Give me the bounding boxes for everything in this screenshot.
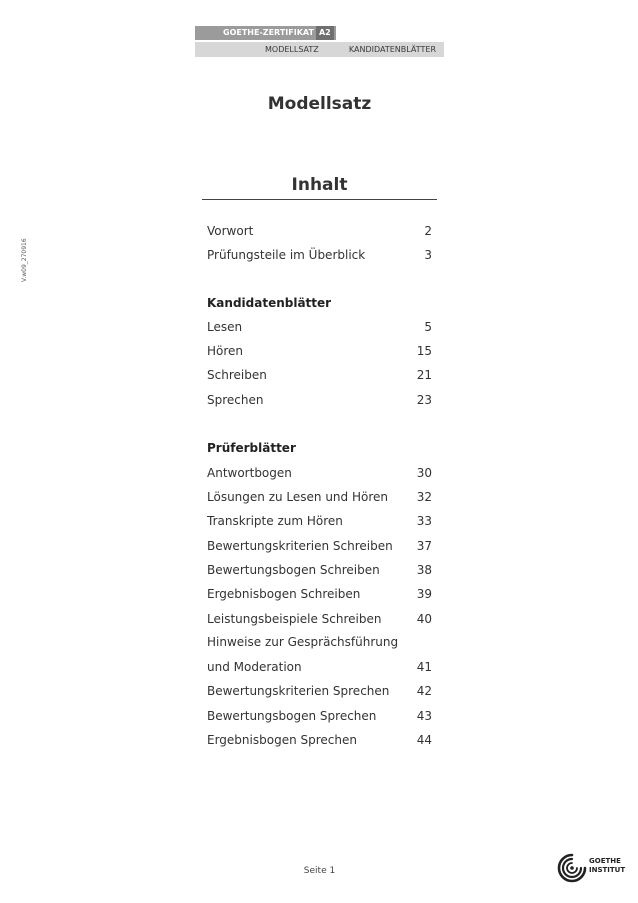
toc-entry-label: Prüfungsteile im Überblick	[207, 248, 366, 262]
header-blank-block	[336, 26, 444, 40]
header-program-bar	[195, 26, 444, 40]
logo-wordmark	[589, 857, 625, 875]
toc-entry-label: Vorwort	[207, 224, 254, 238]
toc-entry-label: Hinweise zur Gesprächsführung	[207, 635, 399, 649]
header-sub-left: MODELLSATZ	[265, 45, 319, 54]
toc-entry-label: Leistungsbeispiele Schreiben	[207, 612, 382, 626]
toc-entry[interactable]	[207, 707, 432, 725]
toc-entry-page: 2	[424, 224, 432, 238]
page-number: Seite 1	[303, 866, 336, 876]
toc-entry[interactable]	[207, 318, 432, 336]
toc-entry-page: 21	[416, 368, 432, 382]
toc-entry-label: Bewertungskriterien Sprechen	[207, 684, 390, 698]
toc-entry-page: 33	[416, 514, 432, 528]
toc-entry-page: 23	[416, 393, 432, 407]
toc-entry-page: 43	[416, 709, 432, 723]
toc-entry[interactable]	[207, 342, 432, 360]
toc-entry-label: Bewertungsbogen Sprechen	[207, 709, 377, 723]
toc-entry-page: 39	[416, 587, 432, 601]
toc-entry[interactable]	[207, 585, 432, 603]
header-band	[195, 26, 444, 57]
toc-entry-label: Ergebnisbogen Schreiben	[207, 587, 361, 601]
toc-entry[interactable]	[207, 488, 432, 506]
toc-entry-page: 41	[416, 660, 432, 674]
toc-divider	[202, 199, 437, 200]
toc-entry-page: 15	[416, 344, 432, 358]
toc-entry-page: 3	[424, 248, 432, 262]
toc-entry-label: und Moderation	[207, 660, 302, 674]
toc-entry[interactable]	[207, 391, 432, 409]
version-code: V.w09_270916	[21, 238, 28, 282]
toc-entry-page: 38	[416, 563, 432, 577]
toc-entry-label: Bewertungskriterien Schreiben	[207, 539, 393, 553]
goethe-logo	[556, 852, 626, 884]
toc-section-heading: Kandidatenblätter	[207, 296, 332, 310]
toc-entry-page: 32	[416, 490, 432, 504]
toc-entry-label: Sprechen	[207, 393, 264, 407]
toc-entry-page: 30	[416, 466, 432, 480]
toc-entry-label: Ergebnisbogen Sprechen	[207, 733, 357, 747]
goethe-logo-icon	[556, 852, 588, 884]
toc-entry-page: 40	[416, 612, 432, 626]
toc-entry-page: 44	[416, 733, 432, 747]
toc-entry[interactable]	[207, 246, 432, 264]
toc-entry-page: 37	[416, 539, 432, 553]
toc-entry-label: Lösungen zu Lesen und Hören	[207, 490, 388, 504]
toc-entry[interactable]	[207, 561, 432, 579]
toc-entry-label: Transkripte zum Hören	[207, 514, 343, 528]
toc-entry[interactable]	[207, 731, 432, 749]
header-program: GOETHE-ZERTIFIKAT	[223, 28, 314, 37]
header-level: A2	[316, 26, 334, 40]
toc-entry-label: Bewertungsbogen Schreiben	[207, 563, 380, 577]
toc-heading: Inhalt	[291, 175, 348, 195]
toc-entry-label: Hören	[207, 344, 244, 358]
toc-entry-label: Lesen	[207, 320, 243, 334]
toc-entry-page: 42	[416, 684, 432, 698]
toc-entry[interactable]	[207, 537, 432, 555]
toc-entry-label: Antwortbogen	[207, 466, 292, 480]
toc-entry[interactable]	[207, 366, 432, 384]
logo-line-1: GOETHE	[589, 857, 621, 865]
toc-entry[interactable]	[207, 512, 432, 530]
logo-line-2: INSTITUT	[589, 866, 626, 874]
toc-entry[interactable]	[207, 222, 432, 240]
toc-entry-page: 5	[424, 320, 432, 334]
toc-entry[interactable]	[207, 682, 432, 700]
page-title: Modellsatz	[267, 94, 372, 114]
header-sub-bar	[195, 42, 444, 57]
header-sub-right: KANDIDATENBLÄTTER	[348, 45, 436, 54]
toc-entry[interactable]	[207, 464, 432, 482]
toc-entry[interactable]	[207, 610, 432, 628]
toc-entry-label: Schreiben	[207, 368, 267, 382]
toc-entry[interactable]	[207, 658, 432, 676]
toc-section-heading: Prüferblätter	[207, 441, 296, 455]
toc-entry[interactable]	[207, 633, 432, 651]
